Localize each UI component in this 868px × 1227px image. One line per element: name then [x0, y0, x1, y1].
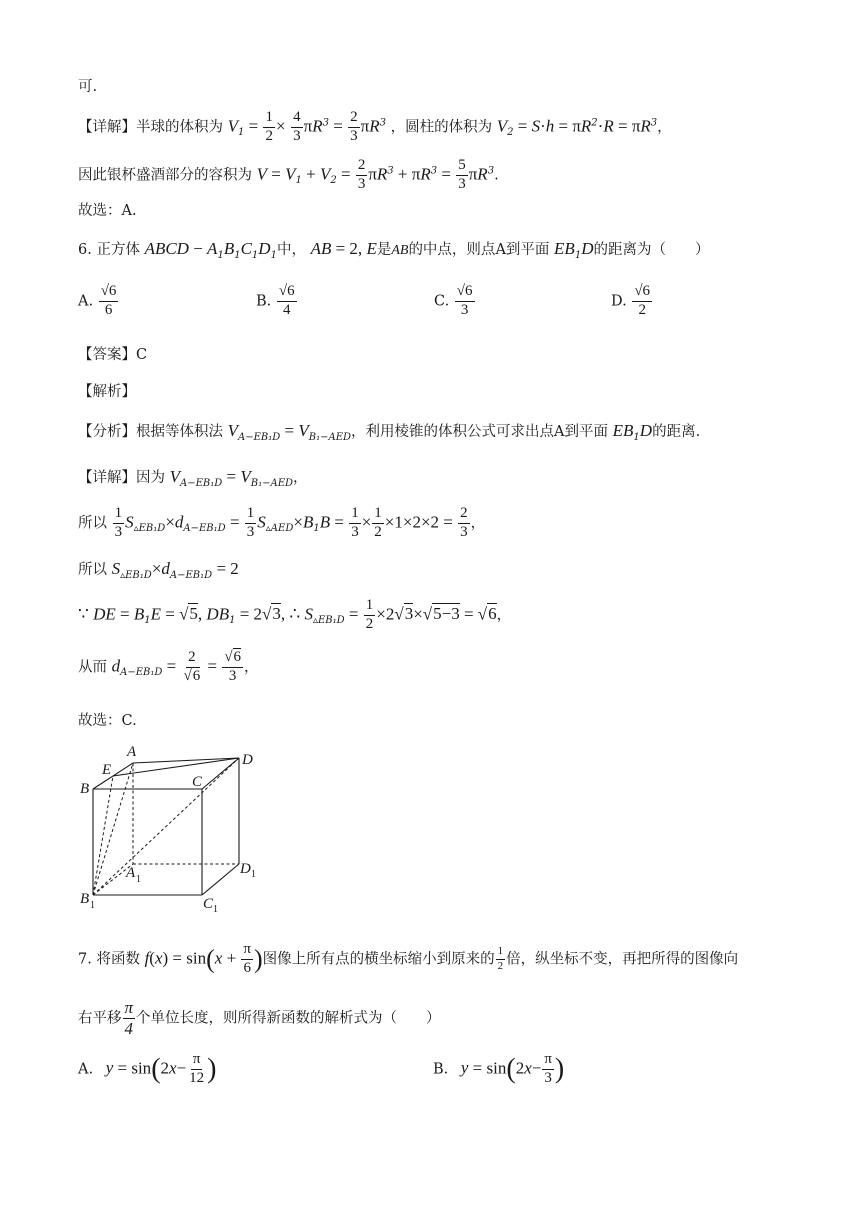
text: 【详解】 [78, 470, 136, 486]
text: 中， [276, 242, 306, 258]
text: 是 [376, 242, 392, 258]
text: 从而 [78, 659, 107, 676]
text-line [78, 80, 97, 95]
text: 6. 正方体 [78, 242, 140, 258]
option-denominator: 4 [282, 301, 291, 318]
text: 到平面 [505, 242, 550, 258]
q7-stem-2: 右平移 $\frac{\pi}{4}$ 个单位长度，则所得新函数的解析式为（ ） [78, 998, 441, 1038]
option-denominator: 2 [638, 301, 646, 318]
label-C1: C [203, 896, 214, 912]
option-numerator: √6 [277, 284, 297, 302]
option-label: A. [78, 1061, 94, 1078]
text: 的距离. [652, 424, 701, 440]
q6-choice [78, 714, 137, 729]
label-D1: D [240, 861, 251, 877]
text: ，圆柱的体积为 [390, 119, 493, 136]
text: 半球的体积为 [136, 119, 223, 136]
text: 【解析】 [78, 384, 136, 400]
text: 右平移 [78, 1010, 122, 1027]
option-numerator: √6 [455, 284, 475, 302]
label-A: A [127, 744, 137, 760]
q5-detail-line: 【详解】半球的体积为 $V_1$ = $\frac{1}{2}$ × $\frac{4}{3}$ $\pi R^3$ = $\frac{2}{3}$ $\pi R^3$ ，圆柱的体积为 $V_2 = S\cdot h = \pi R^2\cdot R = \pi R^3$， [78, 109, 672, 144]
option-denominator: 6 [104, 301, 113, 318]
option-label: A. [78, 293, 94, 310]
q6-conclusion: 从而 $d_{A-EB_1D}$ = $\frac{2}{√6}$ = $\frac{√6}{3}$ ， [78, 649, 259, 684]
text: 因此银杯盛酒部分的容积为 [78, 167, 252, 184]
text: 所以 [78, 562, 107, 578]
svg-text:1: 1 [251, 869, 256, 880]
label-E: E [102, 762, 112, 778]
q6-stem: 6. 正方体 ABCD − $A_1B_1C_1D_1$中， AB = 2, E是AB的中点，则点A到平面 $EB_1D$的距离为（ ） [78, 239, 710, 261]
svg-text:1: 1 [136, 874, 141, 885]
option-denominator: 3 [460, 301, 469, 318]
text: 到平面 [564, 424, 609, 440]
text: 7. 将函数 [78, 951, 140, 968]
detail-label: 【详解】 [78, 119, 136, 136]
cube-figure [74, 740, 274, 915]
text: 故选：C. [78, 713, 137, 729]
text: 倍，纵坐标不变，再把所得的图像向 [506, 951, 739, 968]
option-d[interactable] [611, 284, 653, 319]
label-C: C [192, 774, 203, 790]
text: 可. [78, 79, 98, 95]
option-numerator: √6 [632, 284, 652, 302]
text: ，利用棱锥的体积公式可求出点 [351, 424, 555, 440]
q6-fenxi: 【分析】根据等体积法 $V_{A-EB_1D} = V_{B_1-AED}$，利用棱锥的体积公式可求出点A到平面 $EB_1D$的距离. [78, 421, 701, 443]
q5-choice [78, 204, 137, 219]
q5-volume-line: 因此银杯盛酒部分的容积为 $V = V_1 + V_2$ = $\frac{2}{3}$ $\pi R^3 + \pi R^3$ = $\frac{5}{3}$ $\pi R^3$. [78, 157, 499, 192]
text: 【答案】C [78, 347, 148, 363]
q6-suoyi-1: 所以 $\frac{1}{3}$ $S_{▵EB_1D}\times d_{A-EB_1D}$ = $\frac{1}{3}$ $S_{▵AED}\times B_1B$ = $\frac{1}{3}$ × $\frac{1}{2}$ ×1×2×2 = $\frac{2}{3}$ ， [78, 505, 486, 540]
option-b[interactable] [256, 284, 298, 319]
option-label: B. [256, 293, 272, 310]
option-label: D. [611, 293, 627, 310]
text: 的中点，则点 [408, 242, 496, 258]
text: 的距离为（ ） [593, 242, 710, 258]
text: 【分析】 [78, 424, 136, 440]
q6-detail: 【详解】因为 $V_{A-EB_1D} = V_{B_1-AED}$， [78, 467, 308, 489]
text: 根据等体积法 [136, 424, 223, 440]
option-a[interactable] [78, 284, 119, 319]
label-A1: A [126, 865, 136, 881]
label-B: B [80, 781, 90, 797]
svg-text:1: 1 [90, 900, 95, 911]
q6-analysis [78, 385, 136, 400]
text: 因为 [136, 470, 165, 486]
text: 故选：A. [78, 203, 137, 219]
q6-suoyi-2: 所以 $S_{▵EB_1D}\times d_{A-EB_1D} = 2$ [78, 559, 239, 581]
q7-stem-1: 7. 将函数 f(x) = sin(x + $\frac{\pi}{6}$ )图像上所有点的横坐标缩小到原来的 $\frac{1}{2}$ 倍，纵坐标不变，再把所得的图像向 [78, 941, 739, 976]
label-B1: B [80, 891, 90, 907]
q7-option-a[interactable]: A. y = sin(2x− $\frac{\pi}{12}$ ) [78, 1051, 217, 1086]
q7-option-b[interactable]: B. y = sin(2x− $\frac{\pi}{3}$ ) [433, 1051, 565, 1086]
option-label: B. [433, 1061, 449, 1078]
q6-because: ∵ DE = $B_1E = √5$, $DB_1 = 2√3$, ∴ $S_{▵EB_1D}$ = $\frac{1}{2}$ ×2√3×√5−3 = √6， [78, 597, 512, 632]
q6-answer [78, 348, 147, 363]
text: 图像上所有点的横坐标缩小到原来的 [262, 951, 495, 968]
text: 所以 [78, 515, 107, 532]
option-label: C. [434, 293, 450, 310]
label-D: D [242, 752, 253, 768]
option-c[interactable] [434, 284, 476, 319]
text: 个单位长度，则所得新函数的解析式为（ ） [136, 1010, 441, 1027]
svg-text:1: 1 [213, 904, 218, 915]
option-numerator: √6 [99, 284, 119, 302]
